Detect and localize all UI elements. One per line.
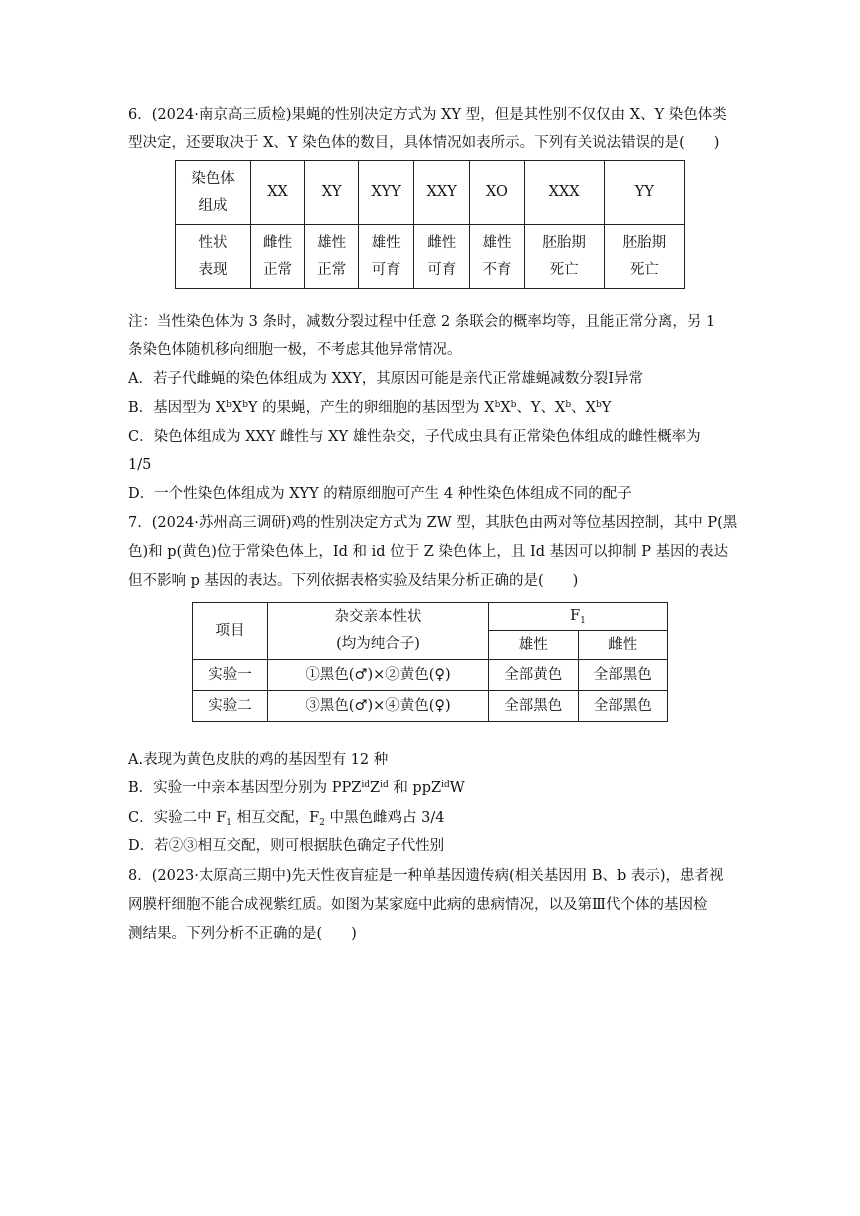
q7-option-b: B．实验一中亲本基因型分别为 $PPZ^{id}Z^{id}$ 和 ppZ$^{id}$W xyxy=(128,780,465,796)
table-header-cell xyxy=(176,161,251,225)
cell-text: 雄性 xyxy=(371,234,401,251)
cell-text: 正常 xyxy=(317,261,347,278)
cell-text: 不育 xyxy=(482,261,512,278)
table-row xyxy=(176,161,685,225)
table-cell: 实验一 xyxy=(193,660,268,691)
table-cell: ①黑色(♂)×②黄色(♀) xyxy=(268,660,489,691)
q6-chromosome-table xyxy=(175,160,685,289)
q8-stem-line-3: 测结果。下列分析不正确的是( ) xyxy=(128,926,357,942)
table-cell: XY xyxy=(305,161,359,225)
table-row xyxy=(193,603,668,631)
table-header-cell: 项目 xyxy=(193,603,268,660)
q6-note-line-2: 条染色体随机移向细胞一极，不考虑其他异常情况。 xyxy=(128,342,462,358)
table-cell: 全部黄色 xyxy=(489,660,579,691)
cell-text: 可育 xyxy=(371,261,401,278)
table-header-cell xyxy=(176,225,251,289)
table-cell xyxy=(359,225,414,289)
table-cell: XXX xyxy=(524,161,604,225)
table-header-cell: $F_1$ xyxy=(489,603,668,631)
q8-stem-line-2: 网膜杆细胞不能合成视紫红质。如图为某家庭中此病的患病情况，以及第Ⅲ代个体的基因检 xyxy=(128,897,708,913)
q6-option-c-line-2: 1/5 xyxy=(128,457,152,473)
cell-text: 雌性 xyxy=(427,234,457,251)
q7-stem-line-3: 但不影响 p 基因的表达。下列依据表格实验及结果分析正确的是( ) xyxy=(128,573,579,589)
table-cell: ③黑色(♂)×④黄色(♀) xyxy=(268,691,489,722)
table-header-cell xyxy=(268,603,489,660)
table-cell xyxy=(604,225,684,289)
table-cell: XX xyxy=(251,161,305,225)
q6-stem-line-2: 型决定，还要取决于 X、Y 染色体的数目，具体情况如表所示。下列有关说法错误的是( ) xyxy=(128,135,720,151)
table-cell xyxy=(524,225,604,289)
q7-stem-line-2: 色)和 p(黄色)位于常染色体上，Id 和 id 位于 Z 染色体上，且 Id 基因可以抑制 P 基因的表达 xyxy=(128,544,729,560)
q8-stem-line-1: 8．(2023·太原高三期中)先天性夜盲症是一种单基因遗传病(相关基因用 B、b 表示)，患者视 xyxy=(128,868,724,884)
cell-text: 雄性 xyxy=(317,234,347,251)
q7-option-c: C．实验二中 $F_1$ 相互交配，$F_2$ 中黑色雌鸡占 3/4 xyxy=(128,810,445,828)
table-header-cell: 雄性 xyxy=(489,631,579,660)
cell-text: 可育 xyxy=(427,261,457,278)
table-cell: XYY xyxy=(359,161,414,225)
q6-stem-line-1: 6．(2024·南京高三质检)果蝇的性别决定方式为 XY 型，但是其性别不仅仅由 X、Y 染色体类 xyxy=(128,107,727,123)
q7-stem-line-1: 7．(2024·苏州高三调研)鸡的性别决定方式为 ZW 型，其肤色由两对等位基因控制，其中 P(黑 xyxy=(128,515,738,531)
cell-text: 胚胎期 xyxy=(622,234,667,251)
header-text: 表现 xyxy=(198,261,228,278)
table-cell xyxy=(305,225,359,289)
cell-text: 胚胎期 xyxy=(542,234,586,251)
table-cell xyxy=(414,225,470,289)
q6-option-b: B．基因型为 $X^bX^bY$ 的果蝇，产生的卵细胞的基因型为 $X^bX^b$、Y、$X^b$、$X^bY$ xyxy=(128,400,612,416)
table-header-cell: 雌性 xyxy=(578,631,668,660)
table-row xyxy=(193,660,668,691)
q7-option-d: D．若②③相互交配，则可根据肤色确定子代性别 xyxy=(128,838,445,854)
cell-text: 雌性 xyxy=(263,234,293,251)
q6-note-line-1: 注：当性染色体为 3 条时，减数分裂过程中任意 2 条联会的概率均等，且能正常分离，另 1 xyxy=(128,314,716,330)
cell-text: 死亡 xyxy=(549,261,579,278)
header-text: 组成 xyxy=(198,197,228,214)
q7-experiment-table xyxy=(192,602,668,722)
table-row xyxy=(176,225,685,289)
header-text: 杂交亲本性状 xyxy=(334,609,422,626)
header-text: 染色体 xyxy=(191,170,235,187)
q6-option-a: A．若子代雌蝇的染色体组成为 XXY，其原因可能是亲代正常雄蝇减数分裂Ⅰ异常 xyxy=(128,371,644,387)
table-cell: 实验二 xyxy=(193,691,268,722)
table-cell: XXY xyxy=(414,161,470,225)
table-cell: 全部黑色 xyxy=(489,691,579,722)
table-cell xyxy=(251,225,305,289)
q7-option-a: A.表现为黄色皮肤的鸡的基因型有 12 种 xyxy=(128,752,389,768)
q6-option-c-line-1: C．染色体组成为 XXY 雌性与 XY 雄性杂交，子代成虫具有正常染色体组成的雌性概率为 xyxy=(128,429,701,445)
table-row xyxy=(193,691,668,722)
table-cell xyxy=(470,225,524,289)
cell-text: 死亡 xyxy=(629,261,659,278)
header-text: (均为纯合子) xyxy=(336,636,420,652)
header-text: 性状 xyxy=(198,234,228,251)
cell-text: 雄性 xyxy=(482,234,512,251)
table-cell: 全部黑色 xyxy=(578,660,668,691)
q6-option-d: D．一个性染色体组成为 XYY 的精原细胞可产生 4 种性染色体组成不同的配子 xyxy=(128,486,632,502)
table-cell: 全部黑色 xyxy=(578,691,668,722)
cell-text: 正常 xyxy=(263,261,293,278)
table-cell: YY xyxy=(604,161,684,225)
table-cell: XO xyxy=(470,161,524,225)
